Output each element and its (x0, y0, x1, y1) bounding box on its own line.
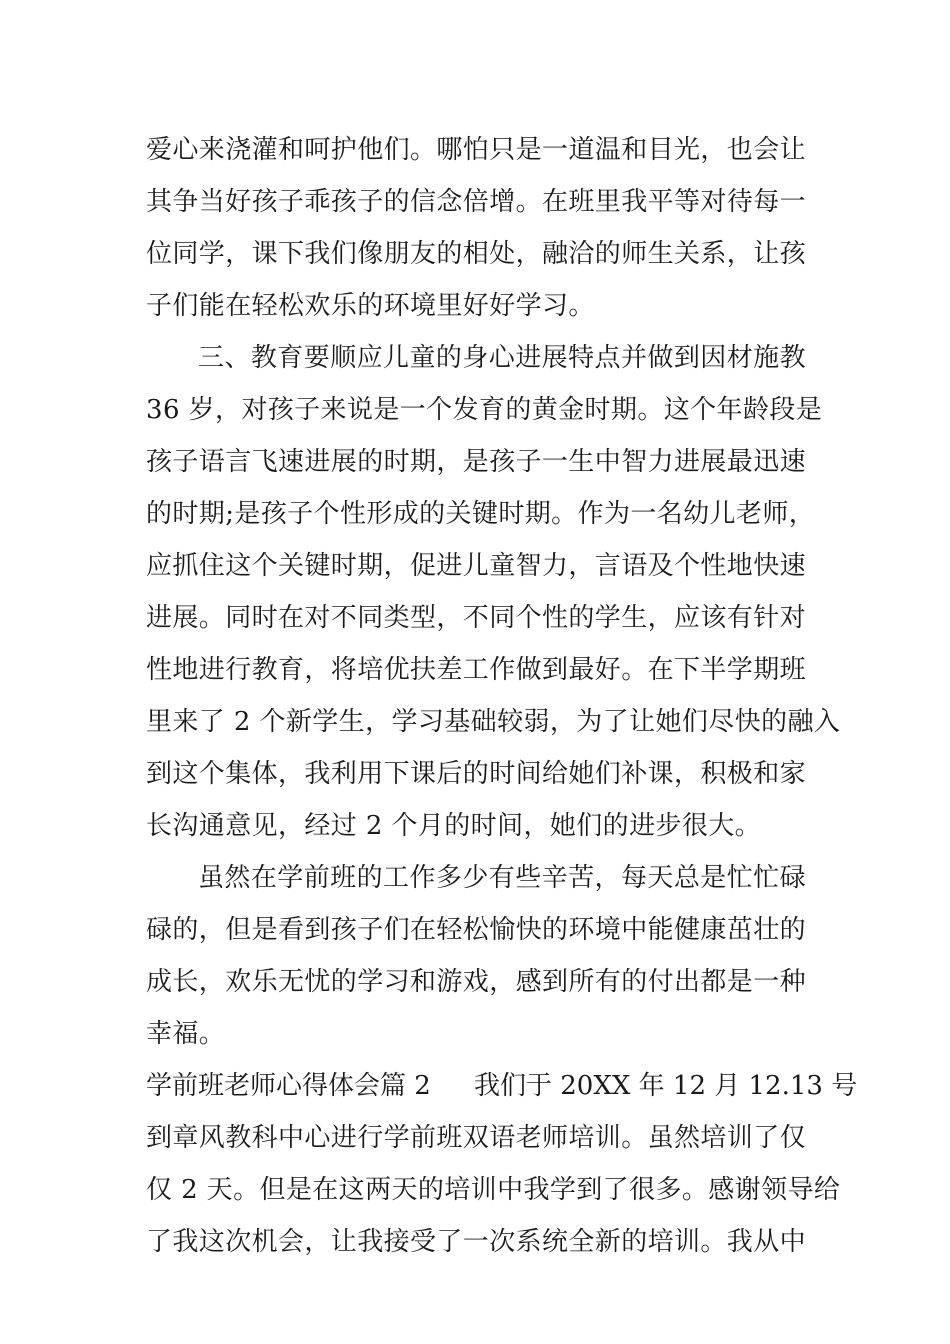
paragraph-line: 里来了 2 个新学生，学习基础较弱，为了让她们尽快的融入 (146, 707, 841, 737)
paragraph-line: 进展。同时在对不同类型，不同个性的学生，应该有针对 (146, 603, 807, 633)
paragraph-line: 的时期;是孩子个性形成的关键时期。作为一名幼儿老师， (146, 499, 816, 529)
paragraph-line: 碌的，但是看到孩子们在轻松愉快的环境中能健康茁壮的 (146, 915, 807, 945)
paragraph-line: 了我这次机会，让我接受了一次系统全新的培训。我从中 (146, 1227, 807, 1257)
paragraph-line: 虽然在学前班的工作多少有些辛苦，每天总是忙忙碌 (198, 863, 806, 893)
paragraph-line: 长沟通意见，经过 2 个月的时间，她们的进步很大。 (146, 811, 762, 841)
paragraph-line: 仅 2 天。但是在这两天的培训中我学到了很多。感谢领导给 (146, 1175, 841, 1205)
paragraph-line: 爱心来浇灌和呵护他们。哪怕只是一道温和目光，也会让 (146, 135, 807, 165)
paragraph-line: 成长，欢乐无忧的学习和游戏，感到所有的付出都是一种 (146, 967, 807, 997)
paragraph-line: 子们能在轻松欢乐的环境里好好学习。 (146, 291, 595, 321)
paragraph-line: 36 岁，对孩子来说是一个发育的黄金时期。这个年龄段是 (146, 395, 823, 425)
paragraph-line: 其争当好孩子乖孩子的信念倍增。在班里我平等对待每一 (146, 187, 807, 217)
paragraph-line: 应抓住这个关键时期，促进儿童智力，言语及个性地快速 (146, 551, 807, 581)
paragraph-line: 性地进行教育，将培优扶差工作做到最好。在下半学期班 (146, 655, 807, 685)
paragraph-line: 位同学，课下我们像朋友的相处，融洽的师生关系，让孩 (146, 239, 807, 269)
paragraph-line: 孩子语言飞速进展的时期，是孩子一生中智力进展最迅速 (146, 447, 807, 477)
section-2-first-line: 我们于 20XX 年 12 月 12.13 号 (474, 1071, 858, 1101)
section-2-heading: 学前班老师心得体会篇 2 (146, 1071, 431, 1101)
section-heading-line: 三、教育要顺应儿童的身心进展特点并做到因材施教 (198, 343, 806, 373)
paragraph-line: 到章风教科中心进行学前班双语老师培训。虽然培训了仅 (146, 1123, 807, 1153)
paragraph-line: 幸福。 (146, 1019, 226, 1049)
paragraph-line: 到这个集体，我利用下课后的时间给她们补课，积极和家 (146, 759, 807, 789)
